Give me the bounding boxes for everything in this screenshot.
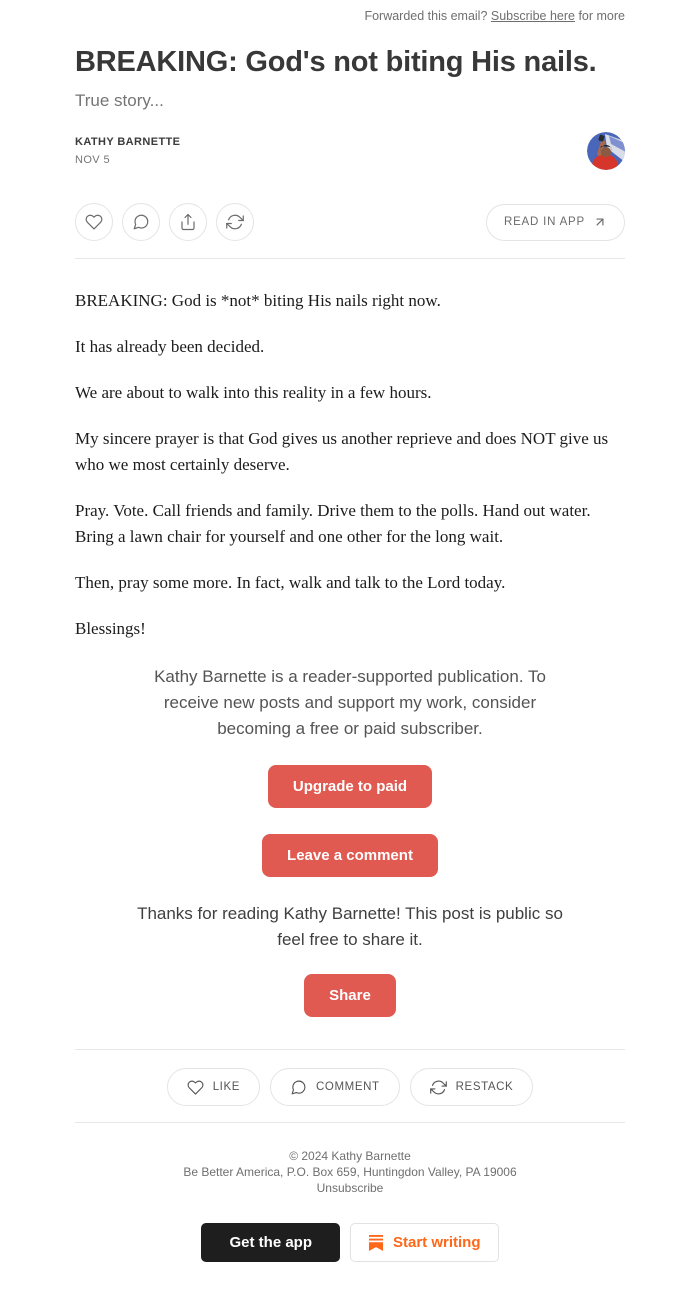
divider (75, 1122, 625, 1123)
unsubscribe-link[interactable]: Unsubscribe (316, 1181, 384, 1196)
like-pill-button[interactable] (167, 1068, 260, 1106)
read-in-app-label: READ IN APP (503, 216, 585, 229)
paragraph: We are about to walk into this reality in a few hours. (75, 383, 432, 403)
forwarded-suffix: for more (578, 9, 625, 23)
upgrade-to-paid-button[interactable]: Upgrade to paid (268, 765, 432, 808)
post-date: NOV 5 (75, 154, 111, 167)
paragraph: Blessings! (75, 619, 146, 639)
paragraph: It has already been decided. (75, 337, 265, 357)
action-toolbar (75, 203, 625, 241)
read-in-app-button[interactable] (486, 204, 625, 241)
author-meta (75, 136, 180, 166)
post-subtitle: True story... (75, 91, 164, 111)
comment-pill-label: COMMENT (316, 1081, 380, 1094)
heart-icon (187, 1079, 204, 1096)
paragraph: Pray. Vote. Call friends and family. Drive them to the polls. Hand out water. Bring a lawn chair for yourself and one other for the long wait. (75, 501, 591, 547)
email-footer (75, 1148, 625, 1196)
share-post-button[interactable]: Share (304, 974, 396, 1017)
subscribe-box (75, 664, 625, 877)
restack-pill-button[interactable] (410, 1068, 534, 1106)
restack-button-top[interactable] (216, 203, 254, 241)
comment-bubble-icon (290, 1079, 307, 1096)
forwarded-banner (75, 0, 625, 23)
share-icon (179, 213, 197, 231)
share-box (75, 901, 625, 1017)
leave-a-comment-button[interactable]: Leave a comment (262, 834, 438, 877)
get-the-app-button[interactable]: Get the app (201, 1223, 340, 1262)
avatar-image (587, 132, 625, 170)
restack-icon (430, 1079, 447, 1096)
post-body (75, 259, 625, 642)
substack-logo-icon (368, 1235, 384, 1251)
restack-pill-label: RESTACK (455, 1081, 514, 1094)
address-text: Be Better America, P.O. Box 659, Huntingdon Valley, PA 19006 (183, 1165, 517, 1180)
copyright-text: © 2024 Kathy Barnette (289, 1149, 411, 1164)
like-pill-label: LIKE (212, 1081, 241, 1094)
comment-pill-button[interactable] (270, 1068, 400, 1106)
arrow-up-right-icon (593, 215, 607, 229)
author-row (75, 132, 625, 170)
comment-button[interactable] (122, 203, 160, 241)
paragraph: Then, pray some more. In fact, walk and talk to the Lord today. (75, 573, 506, 593)
share-button-top[interactable] (169, 203, 207, 241)
like-button[interactable] (75, 203, 113, 241)
divider (75, 1049, 625, 1050)
heart-icon (85, 213, 103, 231)
subscribe-message: Kathy Barnette is a reader-supported publication. To receive new posts and support my work, consider becoming a free or paid subscriber. (154, 667, 546, 739)
paragraph: My sincere prayer is that God gives us another reprieve and does NOT give us who we most certainly deserve. (75, 429, 609, 475)
restack-icon (226, 213, 244, 231)
paragraph: BREAKING: God is *not* biting His nails right now. (75, 291, 441, 311)
subscribe-here-link[interactable]: Subscribe here (490, 9, 575, 23)
start-writing-button[interactable] (350, 1223, 499, 1262)
post-title: BREAKING: God's not biting His nails. (75, 46, 597, 78)
app-promo-row (75, 1223, 625, 1262)
engagement-bar (75, 1068, 625, 1106)
author-name[interactable]: KATHY BARNETTE (75, 136, 181, 149)
avatar[interactable] (587, 132, 625, 170)
share-message: Thanks for reading Kathy Barnette! This post is public so feel free to share it. (137, 904, 563, 950)
start-writing-label: Start writing (393, 1234, 481, 1252)
forwarded-text: Forwarded this email? (364, 9, 488, 23)
comment-bubble-icon (132, 213, 150, 231)
